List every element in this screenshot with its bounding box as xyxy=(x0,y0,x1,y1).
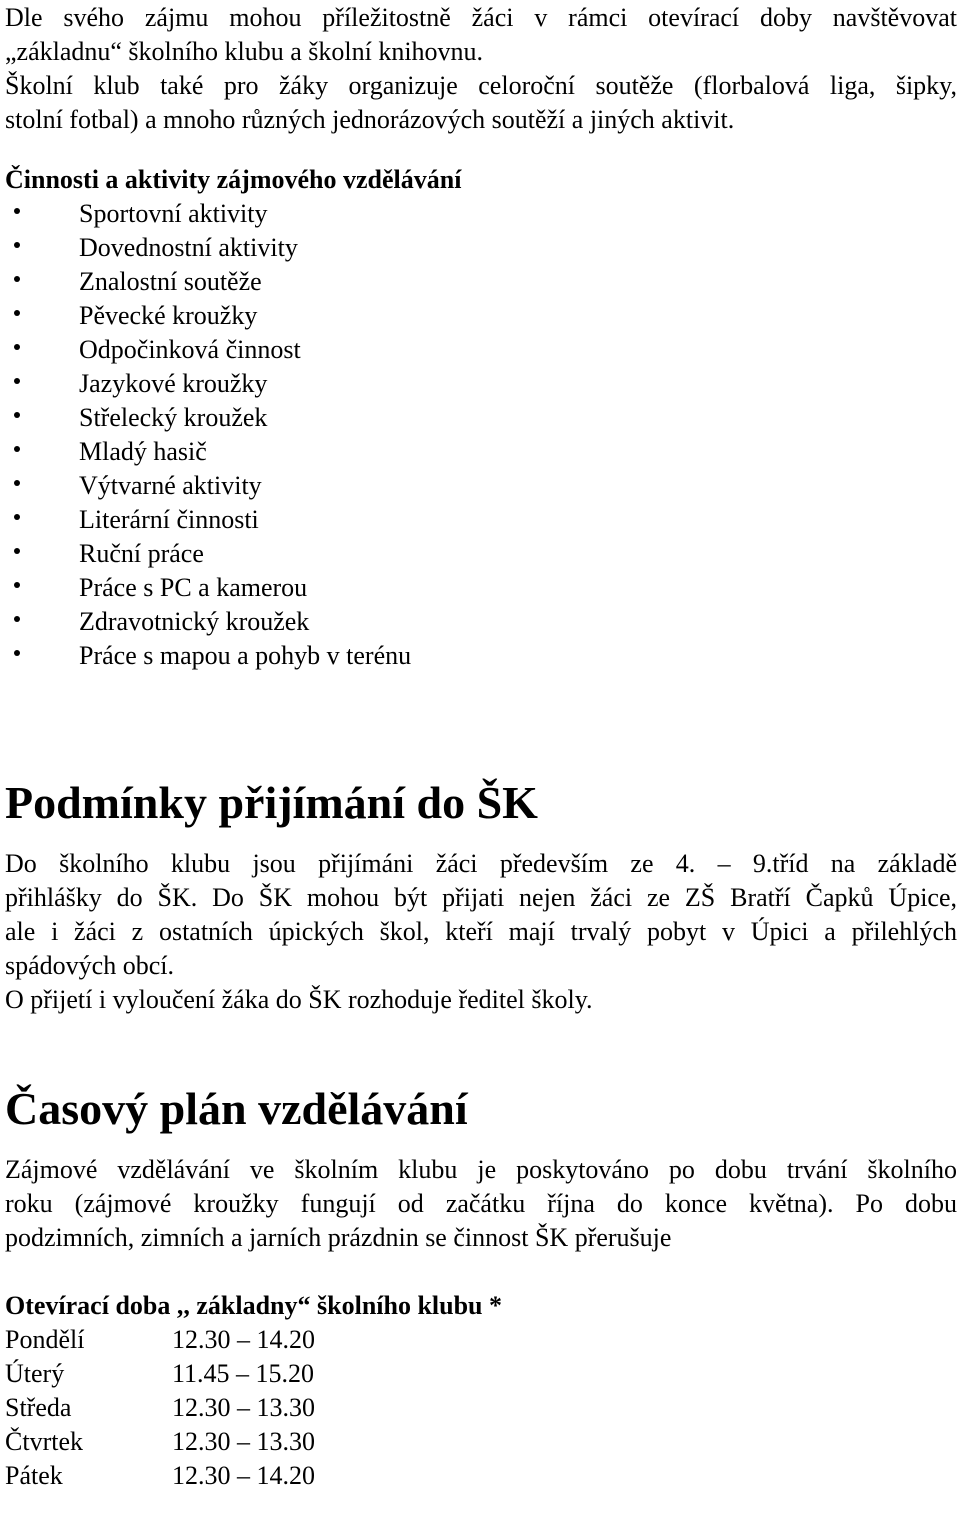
list-item xyxy=(5,265,957,299)
list-item-label: Střelecký kroužek xyxy=(79,403,268,432)
time-cell: 12.30 – 14.20 xyxy=(172,1325,315,1354)
table-row xyxy=(5,1425,315,1459)
list-item xyxy=(5,605,957,639)
list-item-label: Pěvecké kroužky xyxy=(79,301,258,330)
list-item xyxy=(5,333,957,367)
bullet-icon xyxy=(14,276,20,282)
day-cell: Čtvrtek xyxy=(5,1427,83,1456)
list-item-label: Jazykové kroužky xyxy=(79,369,268,398)
admission-line: Do školního klubu jsou přijímáni žáci především ze 4. – 9.tříd na základě xyxy=(5,849,957,878)
list-item-label: Literární činnosti xyxy=(79,505,259,534)
list-item-label: Sportovní aktivity xyxy=(79,199,268,228)
list-item-label: Odpočinková činnost xyxy=(79,335,301,364)
list-item xyxy=(5,231,957,265)
time-cell: 12.30 – 13.30 xyxy=(172,1393,315,1422)
admission-line: přihlášky do ŠK. Do ŠK mohou být přijati nejen žáci ze ZŠ Bratří Čapků Úpice, xyxy=(5,883,957,912)
bullet-icon xyxy=(14,242,20,248)
schedule-line: Zájmové vzdělávání ve školním klubu je poskytováno po dobu trvání školního xyxy=(5,1155,957,1184)
intro-line: „základnu“ školního klubu a školní knihovnu. xyxy=(5,37,484,66)
intro-line: stolní fotbal) a mnoho různých jednorázových soutěží a jiných aktivit. xyxy=(5,105,735,134)
bullet-icon xyxy=(14,548,20,554)
list-item-label: Ruční práce xyxy=(79,539,204,568)
list-item xyxy=(5,571,957,605)
day-cell: Úterý xyxy=(5,1359,65,1388)
admission-line: spádových obcí. xyxy=(5,951,174,980)
time-cell: 12.30 – 14.20 xyxy=(172,1461,315,1490)
admission-note: O přijetí i vyloučení žáka do ŠK rozhoduje ředitel školy. xyxy=(5,985,593,1014)
bullet-icon xyxy=(14,582,20,588)
activities-heading: Činnosti a aktivity zájmového vzdělávání xyxy=(5,165,462,194)
table-row xyxy=(5,1459,315,1493)
bullet-icon xyxy=(14,344,20,350)
list-item xyxy=(5,197,957,231)
schedule-heading: Časový plán vzdělávání xyxy=(5,1083,468,1134)
bullet-icon xyxy=(14,378,20,384)
bullet-icon xyxy=(14,514,20,520)
list-item xyxy=(5,503,957,537)
list-item xyxy=(5,299,957,333)
list-item-label: Výtvarné aktivity xyxy=(79,471,262,500)
bullet-icon xyxy=(14,412,20,418)
document-page xyxy=(5,0,957,1493)
intro-paragraph xyxy=(5,0,957,137)
admission-paragraph xyxy=(5,847,957,983)
table-row xyxy=(5,1357,315,1391)
bullet-icon xyxy=(14,650,20,656)
table-row xyxy=(5,1323,315,1357)
list-item xyxy=(5,537,957,571)
bullet-icon xyxy=(14,208,20,214)
bullet-icon xyxy=(14,480,20,486)
list-item-label: Zdravotnický kroužek xyxy=(79,607,310,636)
schedule-paragraph xyxy=(5,1153,957,1255)
list-item-label: Znalostní soutěže xyxy=(79,267,262,296)
list-item-label: Práce s PC a kamerou xyxy=(79,573,308,602)
opening-hours-heading: Otevírací doba ,, základny“ školního klubu * xyxy=(5,1291,503,1320)
list-item-label: Dovednostní aktivity xyxy=(79,233,298,262)
opening-hours-table xyxy=(5,1323,315,1493)
list-item xyxy=(5,469,957,503)
schedule-line: podzimních, zimních a jarních prázdnin se činnost ŠK přerušuje xyxy=(5,1223,672,1252)
table-row xyxy=(5,1391,315,1425)
day-cell: Pondělí xyxy=(5,1325,85,1354)
day-cell: Středa xyxy=(5,1393,72,1422)
list-item-label: Mladý hasič xyxy=(79,437,207,466)
admission-heading: Podmínky přijímání do ŠK xyxy=(5,777,538,828)
list-item xyxy=(5,401,957,435)
day-cell: Pátek xyxy=(5,1461,63,1490)
activities-list xyxy=(5,197,957,673)
time-cell: 12.30 – 13.30 xyxy=(172,1427,315,1456)
list-item xyxy=(5,639,957,673)
schedule-line: roku (zájmové kroužky fungují od začátku října do konce května). Po dobu xyxy=(5,1189,957,1218)
list-item xyxy=(5,435,957,469)
admission-line: ale i žáci z ostatních úpických škol, kteří mají trvalý pobyt v Úpici a přilehlých xyxy=(5,917,957,946)
bullet-icon xyxy=(14,310,20,316)
intro-line: Dle svého zájmu mohou příležitostně žáci v rámci otevírací doby navštěvovat xyxy=(5,3,957,32)
list-item xyxy=(5,367,957,401)
time-cell: 11.45 – 15.20 xyxy=(172,1359,315,1388)
list-item-label: Práce s mapou a pohyb v terénu xyxy=(79,641,412,670)
bullet-icon xyxy=(14,616,20,622)
bullet-icon xyxy=(14,446,20,452)
intro-line: Školní klub také pro žáky organizuje celoroční soutěže (florbalová liga, šipky, xyxy=(5,71,957,100)
